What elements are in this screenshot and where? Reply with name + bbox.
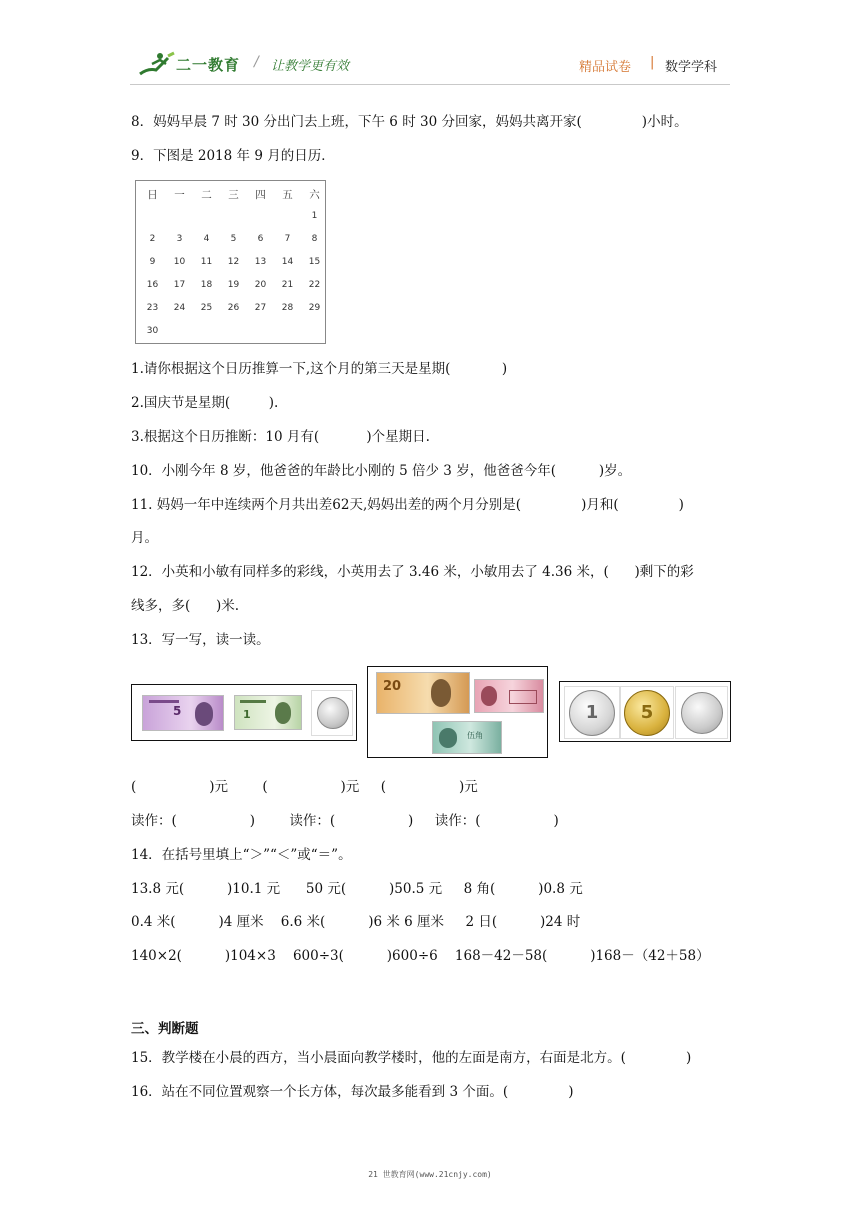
calendar-day: 18	[200, 280, 213, 290]
calendar-day: 1	[311, 211, 318, 221]
question-14-row-1: 13.8 元( )10.1 元 50 元( )50.5 元 8 角( )0.8 元	[131, 881, 583, 897]
calendar-day: 19	[227, 280, 240, 290]
calendar-day: 25	[200, 303, 213, 313]
calendar-table	[135, 180, 326, 344]
calendar-weekday-header: 二	[201, 189, 212, 201]
calendar-day: 24	[173, 303, 186, 313]
calendar-day: 5	[230, 234, 237, 244]
brand-slogan: 让教学更有效	[271, 59, 350, 74]
calendar-day: 6	[257, 234, 264, 244]
calendar-day: 27	[254, 303, 267, 313]
question-9-part-2: 2.国庆节是星期( ).	[131, 395, 279, 411]
question-12-line-1: 12．小英和小敏有同样多的彩线，小英用去了 3.46 米，小敏用去了 4.36 米，( )剩下的彩	[131, 564, 694, 580]
calendar-weekday-header: 六	[309, 189, 320, 201]
calendar-day: 23	[146, 303, 159, 313]
calendar-weekday-header: 一	[174, 189, 185, 201]
calendar-day: 4	[203, 234, 210, 244]
coin-frame	[311, 690, 353, 736]
calendar-day: 14	[281, 257, 294, 267]
question-14: 14．在括号里填上“＞”“＜”或“＝”。	[131, 847, 352, 863]
calendar-day: 16	[146, 280, 159, 290]
question-13-yuan-blanks: ( )元 ( )元 ( )元	[131, 779, 478, 795]
coin-frame	[620, 686, 674, 739]
calendar-day: 10	[173, 257, 186, 267]
coin-value-5: 5	[640, 702, 654, 723]
question-12-line-2: 线多，多( )米.	[131, 598, 240, 614]
money-box-1	[131, 684, 357, 741]
slogan-separator: /	[254, 54, 259, 70]
note-value-5: 5	[173, 704, 182, 718]
header-tag-premium: 精品试卷	[579, 60, 632, 75]
page-footer: 21 世教育网(www.21cnjy.com)	[368, 1170, 492, 1179]
calendar-weekday-header: 四	[255, 189, 266, 201]
calendar-weekday-header: 三	[228, 189, 239, 201]
one-yuan-coin-icon	[569, 690, 615, 736]
coin-frame	[675, 686, 728, 739]
note-value-wujiao: 伍角	[467, 731, 483, 740]
calendar-day: 21	[281, 280, 294, 290]
calendar-weekday-header: 五	[282, 189, 293, 201]
page-header	[0, 0, 860, 90]
calendar-day: 13	[254, 257, 267, 267]
calendar-day: 15	[308, 257, 321, 267]
silver-coin-icon	[681, 692, 723, 734]
pink-jiao-note	[474, 679, 544, 713]
coin-value-1: 1	[585, 702, 599, 723]
one-yuan-note	[234, 695, 302, 730]
header-divider: |	[650, 55, 655, 70]
runner-logo-icon	[138, 50, 176, 78]
calendar-day: 12	[227, 257, 240, 267]
question-8: 8．妈妈早晨 7 时 30 分出门去上班，下午 6 时 30 分回家，妈妈共离开家( )小时。	[131, 114, 688, 130]
calendar-day: 2	[149, 234, 156, 244]
question-11-line-2: 月。	[131, 530, 158, 546]
question-15: 15．教学楼在小晨的西方，当小晨面向教学楼时，他的左面是南方，右面是北方。( )	[131, 1050, 692, 1066]
header-rule	[130, 84, 730, 85]
calendar-day: 29	[308, 303, 321, 313]
question-9: 9．下图是 2018 年 9 月的日历．	[131, 148, 335, 164]
question-10: 10．小刚今年 8 岁，他爸爸的年龄比小刚的 5 倍少 3 岁，他爸爸今年( )岁。	[131, 463, 632, 479]
calendar-day: 3	[176, 234, 183, 244]
calendar-day: 30	[146, 326, 159, 336]
question-11-line-1: 11. 妈妈一年中连续两个月共出差62天,妈妈出差的两个月分别是( )月和( )	[131, 497, 684, 513]
five-jiao-coin-icon	[624, 690, 670, 736]
question-9-part-3: 3.根据这个日历推断：10 月有( )个星期日.	[131, 429, 430, 445]
calendar-day: 26	[227, 303, 240, 313]
calendar-day: 8	[311, 234, 318, 244]
question-14-row-2: 0.4 米( )4 厘米 6.6 米( )6 米 6 厘米 2 日( )24 时	[131, 914, 581, 930]
calendar-day: 9	[149, 257, 156, 267]
calendar-day: 11	[200, 257, 213, 267]
header-tag-subject: 数学学科	[665, 60, 718, 75]
coin-frame	[564, 686, 620, 739]
section-heading-judgment: 三、判断题	[131, 1021, 199, 1037]
silver-coin-icon	[317, 697, 349, 729]
question-9-part-1: 1.请你根据这个日历推算一下,这个月的第三天是星期( )	[131, 361, 508, 377]
twenty-yuan-note	[376, 672, 470, 714]
note-value-1: 1	[243, 708, 251, 721]
question-13-read-blanks: 读作：( ) 读作：( ) 读作：( )	[131, 813, 559, 829]
calendar-weekday-header: 日	[147, 189, 158, 201]
calendar-day: 7	[284, 234, 291, 244]
five-yuan-note	[142, 695, 224, 731]
question-16: 16．站在不同位置观察一个长方体，每次最多能看到 3 个面。( )	[131, 1084, 574, 1100]
brand-name: 二一教育	[176, 56, 241, 74]
money-box-3	[559, 681, 731, 742]
green-jiao-note	[432, 721, 502, 754]
question-14-row-3: 140×2( )104×3 600÷3( )600÷6 168－42－58( )168－（42＋58）	[131, 948, 710, 964]
calendar-day: 22	[308, 280, 321, 290]
money-box-2	[367, 666, 548, 758]
calendar-day: 20	[254, 280, 267, 290]
calendar-day: 28	[281, 303, 294, 313]
note-value-20: 20	[383, 679, 402, 694]
question-13: 13．写一写，读一读。	[131, 632, 270, 648]
calendar-day: 17	[173, 280, 186, 290]
